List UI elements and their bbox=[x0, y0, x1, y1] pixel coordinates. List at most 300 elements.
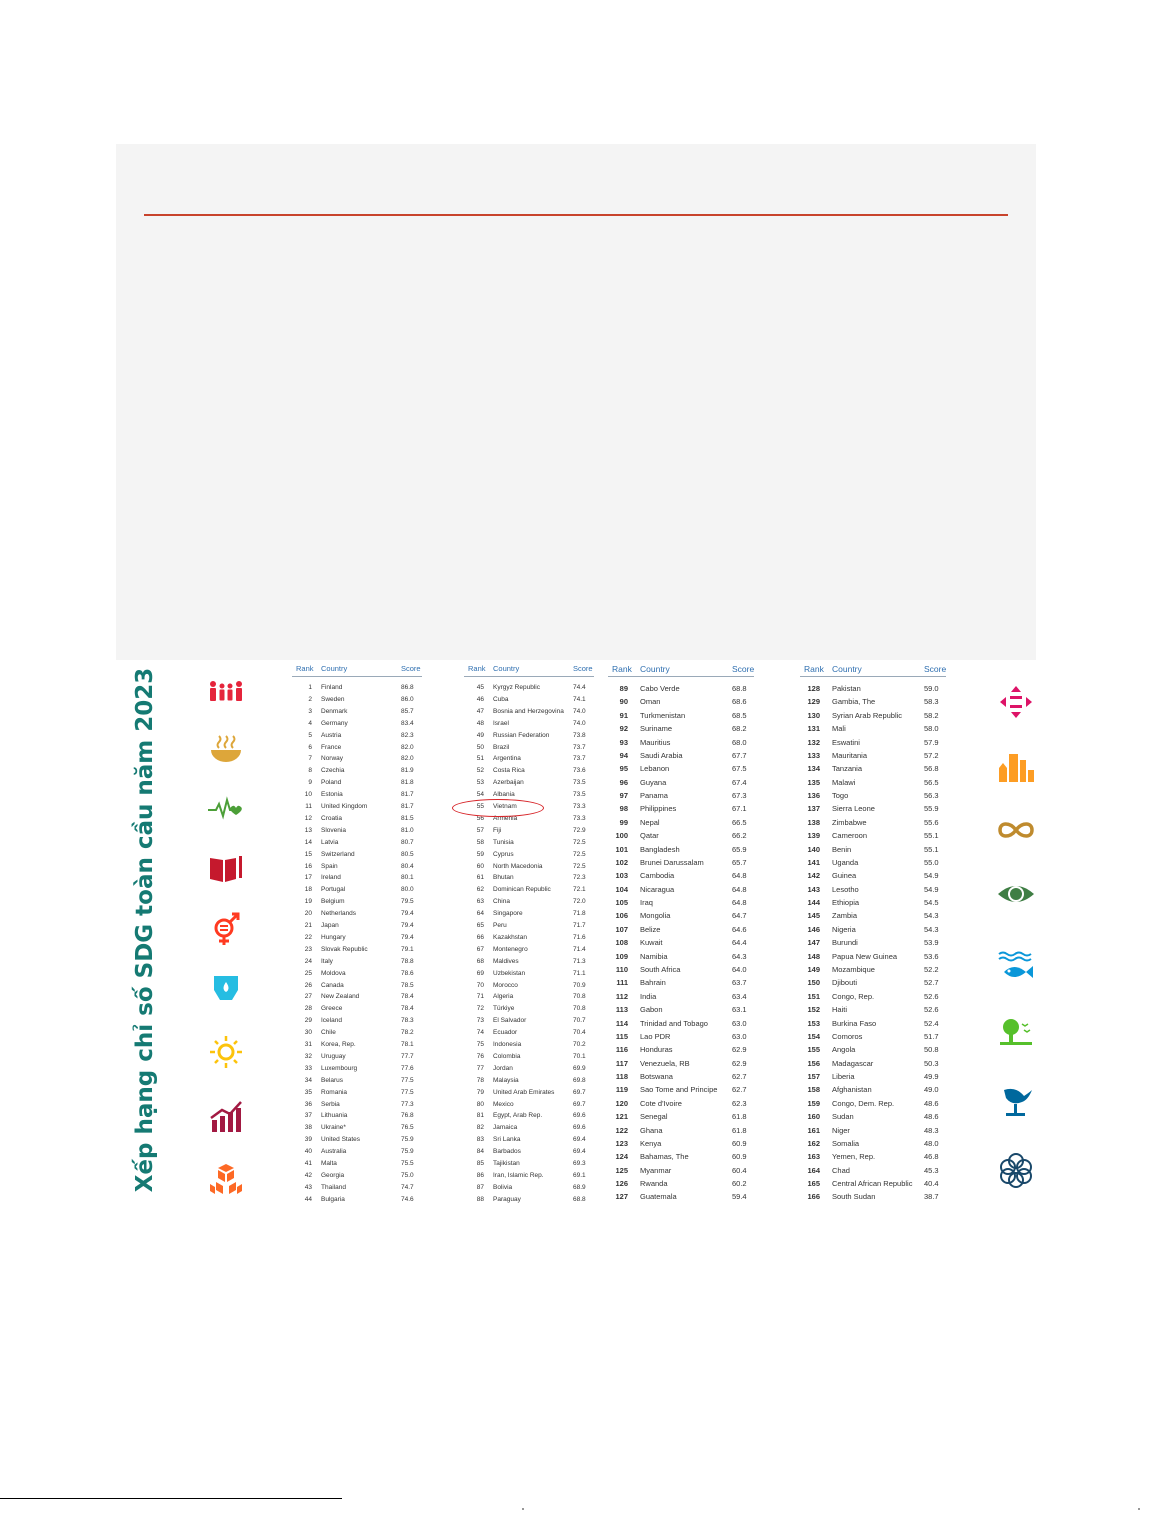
rank-cell: 74 bbox=[476, 1029, 484, 1037]
table-row bbox=[798, 925, 948, 935]
rank-cell: 144 bbox=[807, 898, 820, 908]
rank-cell: 36 bbox=[304, 1100, 312, 1108]
rank-cell: 15 bbox=[304, 850, 312, 858]
table-row bbox=[288, 1065, 424, 1075]
rank-cell: 141 bbox=[807, 857, 820, 867]
score-cell: 78.3 bbox=[401, 1017, 414, 1025]
score-cell: 58.0 bbox=[924, 724, 939, 734]
score-cell: 79.1 bbox=[401, 945, 414, 953]
country-cell: Croatia bbox=[321, 814, 342, 822]
table-row bbox=[798, 1112, 948, 1122]
country-cell: Belgium bbox=[321, 898, 345, 906]
country-cell: Cambodia bbox=[640, 871, 675, 881]
rank-cell: 73 bbox=[476, 1017, 484, 1025]
ranking-column-3 bbox=[606, 660, 756, 1205]
header-rule bbox=[464, 676, 594, 677]
table-row bbox=[798, 965, 948, 975]
country-cell: Luxembourg bbox=[321, 1064, 358, 1072]
rank-cell: 6 bbox=[308, 743, 312, 751]
table-row bbox=[606, 778, 756, 788]
score-cell: 64.3 bbox=[732, 951, 747, 961]
table-row bbox=[606, 1045, 756, 1055]
score-cell: 73.8 bbox=[573, 731, 586, 739]
rank-cell: 98 bbox=[619, 804, 628, 814]
rank-cell: 83 bbox=[476, 1136, 484, 1144]
country-cell: Bahamas, The bbox=[640, 1152, 689, 1162]
score-cell: 51.7 bbox=[924, 1031, 939, 1041]
rank-cell: 48 bbox=[476, 719, 484, 727]
score-cell: 68.8 bbox=[732, 684, 747, 693]
rank-cell: 71 bbox=[476, 993, 484, 1001]
score-cell: 75.9 bbox=[401, 1148, 414, 1156]
table-row bbox=[288, 1148, 424, 1158]
rank-cell: 29 bbox=[304, 1017, 312, 1025]
rank-cell: 54 bbox=[476, 791, 484, 799]
score-cell: 55.6 bbox=[924, 817, 939, 827]
score-cell: 48.3 bbox=[924, 1125, 939, 1135]
country-cell: South Africa bbox=[640, 964, 681, 974]
table-row bbox=[460, 1029, 596, 1039]
rank-cell: 115 bbox=[615, 1031, 628, 1041]
score-cell: 77.5 bbox=[401, 1076, 414, 1084]
rank-cell: 153 bbox=[807, 1018, 820, 1028]
country-cell: Malawi bbox=[832, 777, 856, 787]
table-row bbox=[288, 1124, 424, 1134]
score-cell: 54.5 bbox=[924, 898, 939, 908]
table-row bbox=[288, 910, 424, 920]
score-cell: 59.4 bbox=[732, 1192, 747, 1202]
table-row bbox=[798, 1139, 948, 1149]
rank-cell: 88 bbox=[476, 1195, 484, 1203]
country-cell: Cabo Verde bbox=[640, 684, 680, 693]
table-row bbox=[606, 938, 756, 948]
country-cell: Kuwait bbox=[640, 938, 663, 948]
rank-cell: 47 bbox=[476, 707, 484, 715]
rank-cell: 61 bbox=[476, 874, 484, 882]
country-cell: Nicaragua bbox=[640, 884, 675, 894]
score-cell: 67.7 bbox=[732, 750, 747, 760]
rank-cell: 138 bbox=[807, 817, 820, 827]
score-cell: 71.1 bbox=[573, 969, 586, 977]
country-cell: Togo bbox=[832, 791, 849, 801]
rank-cell: 117 bbox=[615, 1058, 628, 1068]
economic-growth-icon bbox=[204, 1094, 248, 1138]
score-cell: 69.6 bbox=[573, 1124, 586, 1132]
rank-cell: 120 bbox=[615, 1098, 628, 1108]
table-row bbox=[460, 1160, 596, 1170]
rank-cell: 91 bbox=[619, 710, 628, 720]
good-health-icon bbox=[204, 786, 248, 830]
table-row bbox=[798, 1019, 948, 1029]
score-cell: 60.2 bbox=[732, 1179, 747, 1189]
table-row bbox=[460, 732, 596, 742]
rank-header: Rank bbox=[804, 664, 824, 674]
table-row bbox=[460, 696, 596, 706]
rank-header: Rank bbox=[468, 664, 486, 673]
rank-cell: 145 bbox=[807, 911, 820, 921]
table-row bbox=[288, 1029, 424, 1039]
country-cell: Korea, Rep. bbox=[321, 1041, 356, 1048]
country-cell: Angola bbox=[832, 1045, 856, 1055]
rank-cell: 35 bbox=[304, 1088, 312, 1096]
score-cell: 60.9 bbox=[732, 1152, 747, 1162]
score-cell: 50.3 bbox=[924, 1058, 939, 1068]
rank-cell: 55 bbox=[476, 803, 484, 810]
rank-cell: 92 bbox=[619, 724, 628, 734]
table-row bbox=[798, 1126, 948, 1136]
score-cell: 81.0 bbox=[401, 826, 414, 834]
table-row bbox=[606, 1032, 756, 1042]
table-row bbox=[460, 970, 596, 980]
score-cell: 72.5 bbox=[573, 850, 586, 858]
country-cell: Latvia bbox=[321, 838, 339, 846]
score-cell: 80.1 bbox=[401, 874, 414, 882]
rank-cell: 122 bbox=[615, 1125, 628, 1135]
table-row bbox=[288, 803, 424, 813]
country-cell: Gabon bbox=[640, 1005, 663, 1015]
rank-cell: 8 bbox=[308, 767, 312, 775]
country-cell: Romania bbox=[321, 1088, 348, 1096]
country-cell: Somalia bbox=[832, 1138, 860, 1148]
table-row bbox=[460, 1124, 596, 1134]
table-row bbox=[460, 863, 596, 873]
country-cell: Uganda bbox=[832, 857, 859, 867]
table-row bbox=[288, 708, 424, 718]
score-cell: 64.4 bbox=[732, 938, 747, 948]
country-cell: Honduras bbox=[640, 1045, 673, 1055]
rank-cell: 27 bbox=[304, 993, 312, 1001]
score-cell: 52.2 bbox=[924, 964, 939, 974]
table-row bbox=[798, 871, 948, 881]
table-row bbox=[606, 751, 756, 761]
score-cell: 69.3 bbox=[573, 1160, 586, 1167]
table-row bbox=[288, 827, 424, 837]
country-cell: Gambia, The bbox=[832, 697, 876, 707]
country-cell: Colombia bbox=[493, 1052, 521, 1060]
country-cell: Algeria bbox=[493, 993, 514, 1001]
quality-education-icon bbox=[204, 846, 248, 890]
country-cell: Philippines bbox=[640, 804, 677, 814]
score-cell: 68.2 bbox=[732, 724, 747, 734]
score-cell: 65.9 bbox=[732, 844, 747, 854]
rank-cell: 126 bbox=[615, 1179, 628, 1189]
table-row bbox=[288, 839, 424, 849]
country-cell: Uzbekistan bbox=[493, 969, 526, 977]
page-title bbox=[120, 660, 170, 1200]
country-cell: Spain bbox=[321, 862, 338, 870]
rank-cell: 78 bbox=[476, 1076, 484, 1084]
score-cell: 74.1 bbox=[573, 695, 586, 703]
table-row bbox=[460, 839, 596, 849]
score-cell: 69.9 bbox=[573, 1064, 586, 1072]
rank-cell: 105 bbox=[615, 898, 628, 908]
country-cell: Sierra Leone bbox=[832, 804, 875, 814]
sustainable-cities-icon bbox=[994, 744, 1038, 788]
score-cell: 86.0 bbox=[401, 695, 414, 703]
country-cell: Uruguay bbox=[321, 1052, 346, 1060]
responsible-consumption-icon bbox=[994, 808, 1038, 852]
rank-cell: 163 bbox=[807, 1152, 820, 1162]
rank-cell: 66 bbox=[476, 933, 484, 941]
score-cell: 83.4 bbox=[401, 719, 414, 727]
ranking-rows bbox=[606, 684, 756, 1205]
country-cell: Chad bbox=[832, 1165, 850, 1175]
table-row bbox=[288, 1041, 424, 1051]
score-cell: 73.3 bbox=[573, 814, 586, 822]
table-row bbox=[460, 1184, 596, 1194]
score-cell: 74.6 bbox=[401, 1195, 414, 1203]
country-cell: Bolivia bbox=[493, 1183, 513, 1191]
score-cell: 81.7 bbox=[401, 791, 414, 799]
table-row bbox=[288, 946, 424, 956]
table-row bbox=[798, 1152, 948, 1162]
country-cell: Qatar bbox=[640, 831, 659, 841]
table-row bbox=[606, 1192, 756, 1202]
country-cell: Oman bbox=[640, 697, 661, 707]
rank-cell: 43 bbox=[304, 1183, 312, 1191]
reduced-inequalities-icon bbox=[994, 680, 1038, 724]
rank-cell: 17 bbox=[304, 874, 312, 882]
score-cell: 55.1 bbox=[924, 844, 939, 854]
rank-cell: 166 bbox=[807, 1192, 820, 1202]
country-cell: Rwanda bbox=[640, 1179, 668, 1189]
score-cell: 62.7 bbox=[732, 1072, 747, 1082]
score-cell: 59.0 bbox=[924, 684, 939, 693]
clean-energy-icon bbox=[204, 1030, 248, 1074]
table-row bbox=[798, 1032, 948, 1042]
country-cell: Tunisia bbox=[493, 838, 514, 846]
country-cell: Burkina Faso bbox=[832, 1018, 877, 1028]
score-cell: 70.7 bbox=[573, 1017, 586, 1025]
table-row bbox=[288, 1005, 424, 1015]
rank-cell: 77 bbox=[476, 1064, 484, 1072]
rank-cell: 165 bbox=[807, 1179, 820, 1189]
country-cell: Barbados bbox=[493, 1148, 521, 1156]
country-cell: Greece bbox=[321, 1005, 343, 1013]
rank-cell: 19 bbox=[304, 898, 312, 906]
country-header: Country bbox=[640, 664, 670, 674]
table-row bbox=[288, 1017, 424, 1027]
header-rule bbox=[800, 676, 946, 677]
table-row bbox=[798, 1099, 948, 1109]
country-cell: France bbox=[321, 743, 342, 751]
score-cell: 76.8 bbox=[401, 1112, 414, 1120]
table-row bbox=[606, 1126, 756, 1136]
rank-cell: 162 bbox=[807, 1138, 820, 1148]
rank-cell: 76 bbox=[476, 1052, 484, 1060]
rank-cell: 67 bbox=[476, 945, 484, 953]
rank-cell: 69 bbox=[476, 969, 484, 977]
table-row bbox=[288, 1077, 424, 1087]
vietnam-highlight-circle bbox=[452, 799, 544, 817]
score-cell: 56.8 bbox=[924, 764, 939, 774]
country-cell: Djibouti bbox=[832, 978, 858, 988]
rank-cell: 101 bbox=[615, 844, 628, 854]
score-cell: 75.0 bbox=[401, 1171, 414, 1179]
country-cell: Burundi bbox=[832, 938, 858, 948]
table-row bbox=[606, 804, 756, 814]
table-row bbox=[606, 845, 756, 855]
country-cell: North Macedonia bbox=[493, 862, 543, 870]
table-row bbox=[606, 818, 756, 828]
score-cell: 68.8 bbox=[573, 1195, 586, 1203]
country-header: Country bbox=[321, 664, 348, 673]
table-row bbox=[460, 708, 596, 718]
table-row bbox=[606, 697, 756, 707]
score-cell: 64.0 bbox=[732, 964, 747, 974]
country-header: Country bbox=[493, 664, 520, 673]
score-cell: 69.1 bbox=[573, 1171, 586, 1179]
table-row bbox=[288, 1101, 424, 1111]
score-cell: 64.6 bbox=[732, 924, 747, 934]
no-poverty-icon bbox=[204, 670, 248, 714]
gender-equality-icon bbox=[204, 906, 248, 950]
rank-cell: 22 bbox=[304, 933, 312, 941]
table-row bbox=[606, 965, 756, 975]
table-row bbox=[798, 1072, 948, 1082]
rank-cell: 100 bbox=[615, 831, 628, 841]
country-cell: Australia bbox=[321, 1148, 347, 1156]
country-cell: Vietnam bbox=[493, 803, 517, 810]
rank-cell: 60 bbox=[476, 862, 484, 870]
country-cell: South Sudan bbox=[832, 1192, 876, 1202]
country-cell: Nepal bbox=[640, 817, 660, 827]
climate-action-icon bbox=[994, 872, 1038, 916]
header-rule bbox=[292, 676, 422, 677]
rank-cell: 24 bbox=[304, 957, 312, 965]
score-cell: 74.0 bbox=[573, 719, 586, 727]
country-cell: Dominican Republic bbox=[493, 886, 551, 894]
ranking-rows bbox=[288, 684, 424, 1205]
rank-cell: 107 bbox=[615, 924, 628, 934]
score-cell: 78.4 bbox=[401, 993, 414, 1001]
rank-cell: 14 bbox=[304, 838, 312, 846]
rank-cell: 96 bbox=[619, 777, 628, 787]
rank-cell: 152 bbox=[807, 1005, 820, 1015]
score-cell: 77.3 bbox=[401, 1100, 414, 1108]
score-cell: 80.0 bbox=[401, 886, 414, 894]
country-cell: China bbox=[493, 898, 510, 906]
score-cell: 55.0 bbox=[924, 857, 939, 867]
table-row bbox=[460, 1136, 596, 1146]
table-row bbox=[606, 1112, 756, 1122]
rank-cell: 59 bbox=[476, 850, 484, 858]
table-row bbox=[288, 1184, 424, 1194]
score-cell: 72.5 bbox=[573, 838, 586, 846]
rank-cell: 62 bbox=[476, 886, 484, 894]
table-row bbox=[288, 898, 424, 908]
rank-cell: 129 bbox=[807, 697, 820, 707]
country-cell: Botswana bbox=[640, 1072, 673, 1082]
country-cell: Nigeria bbox=[832, 924, 856, 934]
country-cell: Haiti bbox=[832, 1005, 848, 1015]
country-cell: Switzerland bbox=[321, 850, 355, 858]
score-cell: 52.6 bbox=[924, 991, 939, 1001]
table-row bbox=[460, 779, 596, 789]
life-below-water-icon bbox=[994, 944, 1038, 988]
table-row bbox=[288, 815, 424, 825]
rank-cell: 131 bbox=[807, 724, 820, 734]
score-cell: 86.8 bbox=[401, 684, 414, 691]
score-cell: 54.3 bbox=[924, 924, 939, 934]
country-cell: Cuba bbox=[493, 695, 509, 703]
rank-cell: 99 bbox=[619, 817, 628, 827]
footnote-rule bbox=[0, 1498, 342, 1499]
rank-cell: 87 bbox=[476, 1183, 484, 1191]
table-row bbox=[288, 1172, 424, 1182]
rank-cell: 20 bbox=[304, 910, 312, 918]
score-cell: 81.9 bbox=[401, 767, 414, 775]
score-cell: 54.9 bbox=[924, 884, 939, 894]
table-row bbox=[288, 982, 424, 992]
score-header: Score bbox=[924, 664, 947, 674]
country-cell: Mongolia bbox=[640, 911, 671, 921]
country-cell: Zambia bbox=[832, 911, 858, 921]
country-cell: Sao Tome and Principe bbox=[640, 1085, 718, 1095]
table-row bbox=[606, 1179, 756, 1189]
rank-cell: 40 bbox=[304, 1148, 312, 1156]
ranking-column-4 bbox=[798, 660, 948, 1205]
rank-cell: 23 bbox=[304, 945, 312, 953]
rank-cell: 46 bbox=[476, 695, 484, 703]
table-row bbox=[798, 791, 948, 801]
rank-cell: 9 bbox=[308, 779, 312, 787]
score-cell: 78.5 bbox=[401, 981, 414, 989]
table-row bbox=[288, 970, 424, 980]
rank-cell: 159 bbox=[807, 1098, 820, 1108]
table-row bbox=[460, 910, 596, 920]
table-row bbox=[288, 851, 424, 861]
table-row bbox=[798, 764, 948, 774]
country-cell: Maldives bbox=[493, 957, 519, 965]
table-row bbox=[460, 1148, 596, 1158]
rank-cell: 85 bbox=[476, 1160, 484, 1167]
table-row bbox=[606, 711, 756, 721]
score-cell: 72.3 bbox=[573, 874, 586, 882]
country-cell: Bosnia and Herzegovina bbox=[493, 707, 564, 715]
rank-cell: 18 bbox=[304, 886, 312, 894]
rank-cell: 109 bbox=[615, 951, 628, 961]
table-row bbox=[460, 684, 596, 694]
score-cell: 69.7 bbox=[573, 1100, 586, 1108]
country-cell: Jamaica bbox=[493, 1124, 518, 1132]
country-cell: Saudi Arabia bbox=[640, 750, 683, 760]
score-cell: 54.9 bbox=[924, 871, 939, 881]
score-cell: 60.9 bbox=[732, 1138, 747, 1148]
table-row bbox=[460, 982, 596, 992]
rank-cell: 28 bbox=[304, 1005, 312, 1013]
country-cell: Russian Federation bbox=[493, 731, 550, 739]
table-row bbox=[798, 858, 948, 868]
rank-cell: 11 bbox=[305, 803, 312, 810]
score-cell: 73.7 bbox=[573, 755, 586, 763]
country-cell: Trinidad and Tobago bbox=[640, 1018, 708, 1028]
country-cell: Japan bbox=[321, 922, 339, 929]
rank-cell: 139 bbox=[807, 831, 820, 841]
score-cell: 48.6 bbox=[924, 1098, 939, 1108]
table-row bbox=[460, 851, 596, 861]
score-cell: 85.7 bbox=[401, 707, 414, 715]
rank-cell: 118 bbox=[615, 1072, 628, 1082]
score-cell: 62.9 bbox=[732, 1045, 747, 1055]
score-cell: 53.6 bbox=[924, 951, 939, 961]
score-cell: 57.2 bbox=[924, 750, 939, 760]
country-cell: Suriname bbox=[640, 724, 673, 734]
country-cell: Italy bbox=[321, 957, 333, 965]
country-cell: Egypt, Arab Rep. bbox=[493, 1112, 543, 1120]
rank-cell: 30 bbox=[304, 1029, 312, 1037]
score-cell: 80.4 bbox=[401, 862, 414, 870]
